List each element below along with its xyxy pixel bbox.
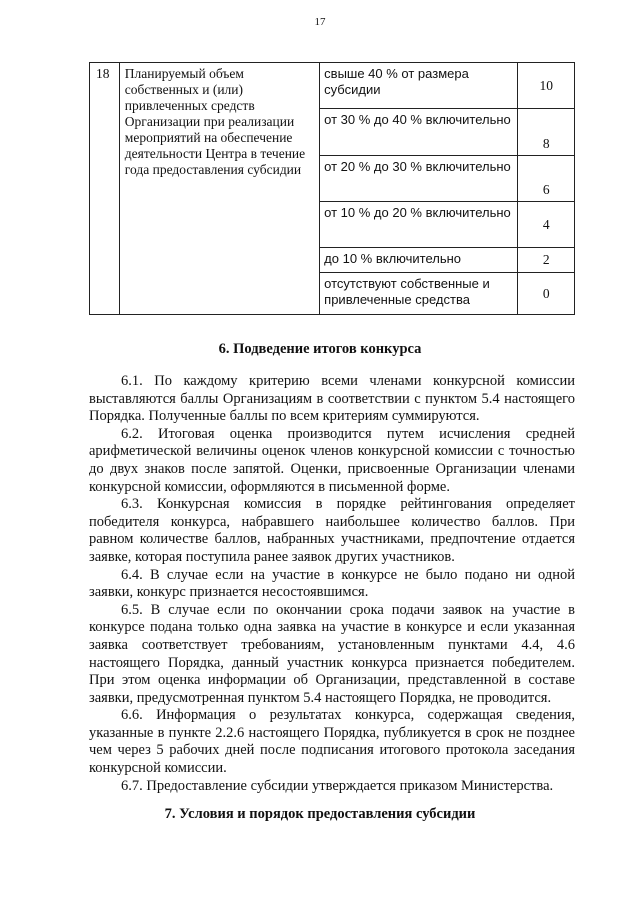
- paragraph-6-5: 6.5. В случае если по окончании срока подачи заявок на участие в конкурсе подана только одна заявка на участие в конкурсе и если указанная заявка соответствует требованиям, установленным пунктами 4.4, 4.6 настоящего Порядка, данный участник конкурса признается победителем. При этом оценка информации об Организации, представленной в составе заявки, предусмотренная пунктом 5.4 настоящего Порядка, не проводится.: [89, 601, 575, 706]
- paragraph-6-2: 6.2. Итоговая оценка производится путем исчисления средней арифметической величины оценок членов конкурсной комиссии с точностью до двух знаков после запятой. Оценки, присвоенные Организации членами конкурсной комиссии, оформляются в письменной форме.: [89, 425, 575, 495]
- paragraph-6-6: 6.6. Информация о результатах конкурса, содержащая сведения, указанные в пункте 2.2.6 настоящего Порядка, публикуется в срок не позднее чем через 5 рабочих дней после подписания итогового протокола заседания конкурсной комиссии.: [89, 707, 575, 777]
- condition-cell: от 10 % до 20 % включительно: [320, 202, 518, 248]
- score-cell: 4: [518, 202, 575, 248]
- condition-cell: свыше 40 % от размера субсидии: [320, 63, 518, 109]
- table-row: [90, 63, 575, 109]
- condition-cell: отсутствуют собственные и привлеченные средства: [320, 273, 518, 315]
- score-cell: 6: [518, 156, 575, 202]
- score-cell: 8: [518, 109, 575, 156]
- section-6-body: [89, 373, 575, 795]
- score-cell: 0: [518, 273, 575, 315]
- condition-cell: от 30 % до 40 % включительно: [320, 109, 518, 156]
- criterion-description: Планируемый объем собственных и (или) привлеченных средств Организации при реализации мероприятий на обеспечение деятельности Центра в течение года предоставления субсидии: [119, 63, 319, 315]
- row-number: 18: [90, 63, 120, 315]
- score-cell: 2: [518, 248, 575, 273]
- page-number: 17: [314, 16, 326, 28]
- section-7-title: 7. Условия и порядок предоставления субсидии: [164, 806, 476, 822]
- paragraph-6-4: 6.4. В случае если на участие в конкурсе не было подано ни одной заявки, конкурс признается несостоявшимся.: [89, 566, 575, 601]
- criteria-table: [89, 62, 575, 315]
- section-6-title: 6. Подведение итогов конкурса: [218, 341, 422, 357]
- condition-cell: до 10 % включительно: [320, 248, 518, 273]
- paragraph-6-1: 6.1. По каждому критерию всеми членами конкурсной комиссии выставляются баллы Организациям в соответствии с пунктом 5.4 настоящего Порядка. Полученные баллы по всем критериям суммируются.: [89, 373, 575, 425]
- paragraph-6-7: 6.7. Предоставление субсидии утверждается приказом Министерства.: [121, 777, 554, 794]
- score-cell: 10: [518, 63, 575, 109]
- paragraph-6-3: 6.3. Конкурсная комиссия в порядке рейтингования определяет победителя конкурса, набравшего наибольшее количество баллов. При равном количестве баллов, набранных участниками, предпочтение отдается заявке, которая поступила ранее заявок других участников.: [89, 496, 575, 565]
- condition-cell: от 20 % до 30 % включительно: [320, 156, 518, 202]
